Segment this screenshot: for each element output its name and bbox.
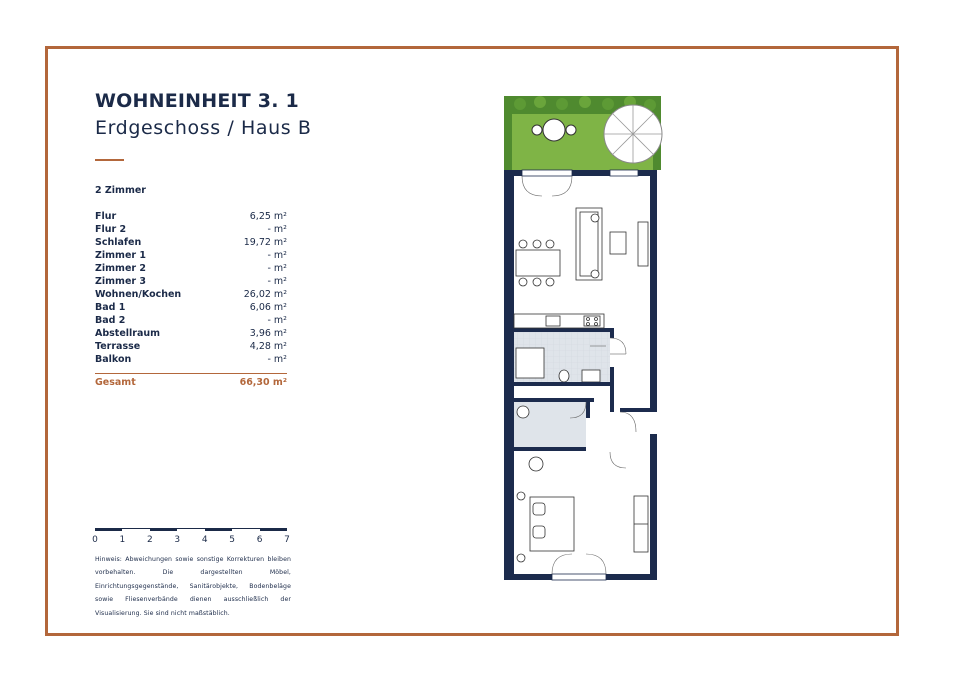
area-room-label: Zimmer 3: [95, 276, 146, 287]
area-room-value: - m²: [267, 315, 287, 326]
area-row: [95, 327, 287, 340]
area-room-label: Wohnen/Kochen: [95, 289, 182, 300]
area-room-value: - m²: [267, 224, 287, 235]
scale-label: 1: [119, 535, 126, 545]
scale-label: 6: [256, 535, 263, 545]
scale-bar-labels: [92, 535, 290, 547]
disclaimer-text: Hinweis: Abweichungen sowie sonstige Korrekturen bleiben vorbehalten. Die dargestellten Möbel, Einrichtungsgegenstände, Sanitärobjekte, Bodenbeläge sowie Fliesenverbände dienen ausschließlich der Visualisierung. Sie sind nicht maßstäblich.: [95, 556, 291, 617]
area-room-label: Flur: [95, 211, 117, 222]
storage-room: [514, 402, 586, 447]
area-room-value: - m²: [267, 250, 287, 261]
area-row: [95, 223, 287, 236]
area-room-value: 6,25 m²: [249, 211, 287, 222]
scale-label: 7: [284, 535, 290, 545]
area-room-label: Abstellraum: [95, 328, 161, 339]
scale-label: 0: [92, 535, 98, 545]
area-room-label: Zimmer 2: [95, 263, 146, 274]
total-row: [95, 373, 287, 388]
area-room-label: Bad 2: [95, 315, 126, 326]
scale-label: 4: [201, 535, 208, 545]
area-room-value: - m²: [267, 263, 287, 274]
page-title: WOHNEINHEIT 3. 1: [95, 90, 299, 112]
area-row: [95, 275, 287, 288]
floor-plan: [500, 92, 670, 582]
scale-label: 5: [229, 535, 236, 545]
total-value: 66,30 m²: [239, 377, 287, 388]
total-label: Gesamt: [95, 377, 136, 388]
bathroom: [514, 332, 610, 386]
area-table: [95, 210, 287, 366]
bed-icon: [517, 457, 574, 562]
area-row: [95, 249, 287, 262]
accent-line: [95, 159, 124, 161]
area-row: [95, 288, 287, 301]
rooms-count: 2 Zimmer: [95, 185, 146, 196]
scale-bar: [92, 528, 290, 547]
dining-table-icon: [516, 240, 560, 286]
area-row: [95, 353, 287, 366]
area-room-label: Bad 1: [95, 302, 126, 313]
area-room-value: 26,02 m²: [243, 289, 287, 300]
area-row: [95, 236, 287, 249]
area-row: [95, 340, 287, 353]
scale-bar-segments: [95, 528, 287, 531]
scale-label: 2: [146, 535, 153, 545]
area-row: [95, 210, 287, 223]
scale-label: 3: [174, 535, 181, 545]
area-room-label: Flur 2: [95, 224, 127, 235]
area-room-value: 4,28 m²: [249, 341, 287, 352]
wardrobe-icon: [634, 496, 648, 552]
area-room-label: Balkon: [95, 354, 132, 365]
area-room-value: - m²: [267, 276, 287, 287]
area-row: [95, 301, 287, 314]
area-room-label: Schlafen: [95, 237, 142, 248]
area-row: [95, 262, 287, 275]
area-room-value: - m²: [267, 354, 287, 365]
area-room-label: Zimmer 1: [95, 250, 146, 261]
area-row: [95, 314, 287, 327]
kitchen-counter-icon: [514, 314, 604, 328]
sofa-icon: [576, 208, 626, 280]
parasol-icon: [604, 105, 662, 163]
area-room-value: 19,72 m²: [243, 237, 287, 248]
area-room-label: Terrasse: [95, 341, 141, 352]
area-room-value: 6,06 m²: [249, 302, 287, 313]
area-room-value: 3,96 m²: [249, 328, 287, 339]
tv-unit-icon: [638, 222, 648, 266]
page-subtitle: Erdgeschoss / Haus B: [95, 117, 312, 139]
